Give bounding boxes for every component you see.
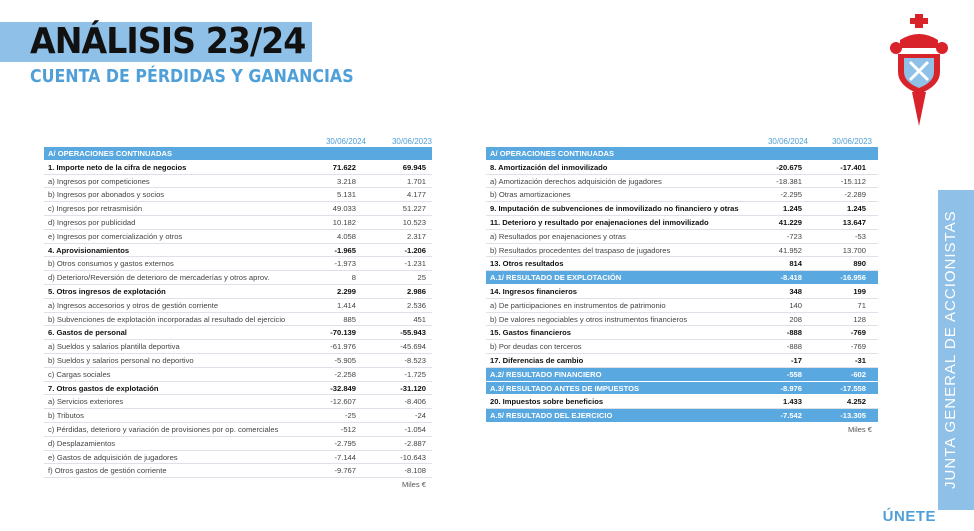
row-label: d) Deterioro/Reversión de deterioro de mercaderías y otros aprov. xyxy=(48,273,270,283)
value-2023: -53 xyxy=(855,231,866,241)
table-row xyxy=(486,313,878,327)
value-2023: -1.206 xyxy=(404,245,426,255)
table-row xyxy=(486,326,878,340)
table-row xyxy=(486,257,878,271)
table-row xyxy=(486,230,878,244)
row-label: b) De valores negociables y otros instrumentos financieros xyxy=(490,314,688,324)
right-col1-header: 30/06/2024 xyxy=(767,137,808,146)
table-row xyxy=(486,340,878,354)
value-2023: 4.252 xyxy=(846,397,866,407)
row-label: e) Ingresos por comercialización y otros xyxy=(48,231,183,241)
row-label: 14. Ingresos financieros xyxy=(490,286,577,296)
value-2024: 208 xyxy=(789,314,802,324)
value-2023: 69.945 xyxy=(402,162,426,172)
value-2023: -31 xyxy=(855,355,866,365)
row-label: b) Resultados procedentes del traspaso de jugadores xyxy=(490,245,671,255)
value-2024: -9.767 xyxy=(334,466,356,476)
table-row xyxy=(44,382,432,396)
row-label: A.3/ RESULTADO ANTES DE IMPUESTOS xyxy=(490,383,640,393)
value-2023: -2.289 xyxy=(844,190,866,200)
value-2024: 140 xyxy=(789,300,802,310)
table-row xyxy=(486,216,878,230)
right-income-table xyxy=(486,137,878,437)
left-table-body xyxy=(44,147,432,478)
row-label: A.5/ RESULTADO DEL EJERCICIO xyxy=(490,411,613,421)
value-2024: 8 xyxy=(351,273,356,283)
value-2023: 25 xyxy=(417,273,426,283)
value-2024: -25 xyxy=(345,411,356,421)
table-row xyxy=(44,175,432,189)
row-label: 6. Gastos de personal xyxy=(48,328,127,338)
row-label: b) Por deudas con terceros xyxy=(490,342,582,352)
table-row xyxy=(486,175,878,189)
page-subtitle: CUENTA DE PÉRDIDAS Y GANANCIAS xyxy=(30,66,354,87)
value-2024: 4.058 xyxy=(336,231,356,241)
table-row xyxy=(44,451,432,465)
row-label: 7. Otros gastos de explotación xyxy=(48,383,159,393)
row-label: 17. Diferencias de cambio xyxy=(490,355,584,365)
value-2023: 1.701 xyxy=(406,176,426,186)
row-label: 13. Otros resultados xyxy=(490,259,564,269)
value-2023: -45.694 xyxy=(400,342,426,352)
celta-crest-icon xyxy=(886,14,952,126)
row-label: b) Otros consumos y gastos externos xyxy=(48,259,174,269)
value-2023: -602 xyxy=(850,369,866,379)
table-row xyxy=(44,216,432,230)
value-2023: -2.887 xyxy=(404,438,426,448)
value-2024: 1.245 xyxy=(782,204,802,214)
value-2023: -1.725 xyxy=(404,369,426,379)
row-label: a) Ingresos por competiciones xyxy=(48,176,150,186)
table-row xyxy=(44,326,432,340)
row-label: 8. Amortización del inmovilizado xyxy=(490,162,608,172)
value-2023: -1.054 xyxy=(404,424,426,434)
section-row xyxy=(486,382,878,396)
value-2024: -7.542 xyxy=(780,411,802,421)
value-2024: -8.976 xyxy=(780,383,802,393)
value-2024: -888 xyxy=(786,342,802,352)
value-2024: -32.849 xyxy=(330,383,356,393)
row-label: 1. Importe neto de la cifra de negocios xyxy=(48,162,187,172)
section-row xyxy=(486,368,878,382)
value-2024: -61.976 xyxy=(330,342,356,352)
value-2023: -1.231 xyxy=(404,259,426,269)
row-label: A/ OPERACIONES CONTINUADAS xyxy=(490,149,615,158)
value-2024: -20.675 xyxy=(776,162,802,172)
row-label: 9. Imputación de subvenciones de inmovilizado no financiero y otras xyxy=(490,204,739,214)
table-row xyxy=(44,409,432,423)
value-2023: 128 xyxy=(853,314,866,324)
value-2024: 348 xyxy=(789,286,802,296)
value-2023: -8.523 xyxy=(404,355,426,365)
value-2024: 49.033 xyxy=(332,204,356,214)
table-row xyxy=(486,188,878,202)
table-row xyxy=(486,285,878,299)
row-label: a) Ingresos accesorios y otros de gestión corriente xyxy=(48,300,219,310)
table-row xyxy=(44,230,432,244)
table-row xyxy=(486,299,878,313)
row-label: a) Servicios exteriores xyxy=(48,397,124,407)
value-2024: -2.295 xyxy=(780,190,802,200)
table-row xyxy=(44,395,432,409)
table-row xyxy=(44,285,432,299)
row-label: c) Cargas sociales xyxy=(48,369,111,379)
row-label: 5. Otros ingresos de explotación xyxy=(48,286,166,296)
row-label: b) Otras amortizaciones xyxy=(490,190,571,200)
right-table-body xyxy=(486,147,878,423)
right-table-header xyxy=(486,137,878,147)
right-units-note: Miles € xyxy=(847,424,872,434)
row-label: 11. Deterioro y resultado por enajenaciones del inmovilizado xyxy=(490,217,709,227)
table-row xyxy=(44,437,432,451)
value-2023: 1.245 xyxy=(846,204,866,214)
row-label: 15. Gastos financieros xyxy=(490,328,572,338)
row-label: a) De participaciones en instrumentos de patrimonio xyxy=(490,300,666,310)
row-label: b) Tributos xyxy=(48,411,84,421)
value-2024: 10.182 xyxy=(332,217,356,227)
value-2023: 890 xyxy=(853,259,866,269)
value-2023: 199 xyxy=(853,286,866,296)
value-2023: 13.647 xyxy=(842,217,866,227)
value-2023: -8.406 xyxy=(404,397,426,407)
value-2024: -2.258 xyxy=(334,369,356,379)
table-row xyxy=(44,464,432,478)
page-title: ANÁLISIS 23/24 xyxy=(30,21,306,62)
table-row xyxy=(486,244,878,258)
value-2023: 13.700 xyxy=(842,245,866,255)
row-label: a) Amortización derechos adquisición de jugadores xyxy=(490,176,662,186)
left-col2-header: 30/06/2023 xyxy=(391,137,432,146)
value-2024: -558 xyxy=(786,369,802,379)
value-2024: 41.229 xyxy=(778,217,802,227)
section-row xyxy=(486,271,878,285)
table-row xyxy=(44,313,432,327)
value-2023: -10.643 xyxy=(400,452,426,462)
value-2023: -17.401 xyxy=(840,162,866,172)
value-2024: -2.795 xyxy=(334,438,356,448)
value-2023: -769 xyxy=(850,342,866,352)
side-label: JUNTA GENERAL DE ACCIONISTAS xyxy=(942,210,959,490)
table-row xyxy=(486,202,878,216)
value-2024: -1.973 xyxy=(334,259,356,269)
value-2024: -8.418 xyxy=(780,273,802,283)
row-label: a) Sueldos y salarios plantilla deportiva xyxy=(48,342,180,352)
row-label: c) Ingresos por retrasmisión xyxy=(48,204,143,214)
value-2024: -7.144 xyxy=(334,452,356,462)
table-row xyxy=(44,354,432,368)
table-row xyxy=(44,271,432,285)
left-col1-header: 30/06/2024 xyxy=(325,137,366,146)
value-2023: 2.986 xyxy=(406,286,426,296)
value-2023: 10.523 xyxy=(402,217,426,227)
value-2023: -769 xyxy=(850,328,866,338)
row-label: d) Ingresos por publicidad xyxy=(48,217,136,227)
value-2024: 1.414 xyxy=(336,300,356,310)
value-2024: 5.131 xyxy=(336,190,356,200)
row-label: d) Desplazamientos xyxy=(48,438,116,448)
table-row xyxy=(44,368,432,382)
value-2024: -1.965 xyxy=(334,245,356,255)
value-2023: -8.108 xyxy=(404,466,426,476)
table-row xyxy=(44,257,432,271)
table-row xyxy=(44,340,432,354)
left-units-note: Miles € xyxy=(401,480,426,490)
value-2024: 71.622 xyxy=(332,162,356,172)
value-2024: -70.139 xyxy=(330,328,356,338)
row-label: e) Gastos de adquisición de jugadores xyxy=(48,452,178,462)
value-2024: -17 xyxy=(791,355,802,365)
value-2024: -512 xyxy=(340,424,356,434)
value-2024: 41.952 xyxy=(778,245,802,255)
value-2024: 2.299 xyxy=(336,286,356,296)
table-row xyxy=(44,299,432,313)
row-label: A/ OPERACIONES CONTINUADAS xyxy=(48,149,173,158)
row-label: A.1/ RESULTADO DE EXPLOTACIÓN xyxy=(490,273,622,283)
table-row xyxy=(44,423,432,437)
value-2024: 885 xyxy=(343,314,356,324)
value-2023: 71 xyxy=(857,300,866,310)
value-2023: 2.536 xyxy=(406,300,426,310)
value-2023: -17.558 xyxy=(840,383,866,393)
left-table-header xyxy=(44,137,432,147)
value-2023: -55.943 xyxy=(400,328,426,338)
value-2023: 51.227 xyxy=(402,204,426,214)
value-2024: 1.433 xyxy=(782,397,802,407)
value-2023: -24 xyxy=(415,411,426,421)
section-row xyxy=(44,147,432,161)
left-income-table xyxy=(44,137,432,492)
value-2024: 814 xyxy=(789,259,802,269)
table-row xyxy=(44,161,432,175)
table-row xyxy=(486,354,878,368)
value-2024: -723 xyxy=(786,231,802,241)
row-label: 4. Aprovisionamientos xyxy=(48,245,130,255)
corner-label: ÚNETE xyxy=(882,508,936,525)
table-row xyxy=(44,244,432,258)
value-2023: -16.956 xyxy=(840,273,866,283)
value-2023: 4.177 xyxy=(406,190,426,200)
table-row xyxy=(44,188,432,202)
value-2024: -5.905 xyxy=(334,355,356,365)
value-2024: -12.607 xyxy=(330,397,356,407)
row-label: A.2/ RESULTADO FINANCIERO xyxy=(490,369,602,379)
row-label: 20. Impuestos sobre beneficios xyxy=(490,397,604,407)
value-2023: -13.305 xyxy=(840,411,866,421)
value-2023: -31.120 xyxy=(400,383,426,393)
section-row xyxy=(486,147,878,161)
value-2023: 451 xyxy=(413,314,426,324)
row-label: b) Sueldos y salarios personal no deportivo xyxy=(48,355,194,365)
value-2024: -888 xyxy=(786,328,802,338)
row-label: c) Pérdidas, deterioro y variación de provisiones por op. comerciales xyxy=(48,424,279,434)
section-row xyxy=(486,409,878,423)
value-2023: -15.112 xyxy=(840,176,866,186)
row-label: b) Ingresos por abonados y socios xyxy=(48,190,165,200)
value-2024: 3.218 xyxy=(336,176,356,186)
row-label: b) Subvenciones de explotación incorporadas al resultado del ejercicio xyxy=(48,314,286,324)
value-2023: 2.317 xyxy=(406,231,426,241)
table-row xyxy=(486,161,878,175)
row-label: a) Resultados por enajenaciones y otras xyxy=(490,231,626,241)
row-label: f) Otros gastos de gestión corriente xyxy=(48,466,167,476)
table-row xyxy=(486,395,878,409)
table-row xyxy=(44,202,432,216)
value-2024: -18.381 xyxy=(776,176,802,186)
right-col2-header: 30/06/2023 xyxy=(831,137,872,146)
